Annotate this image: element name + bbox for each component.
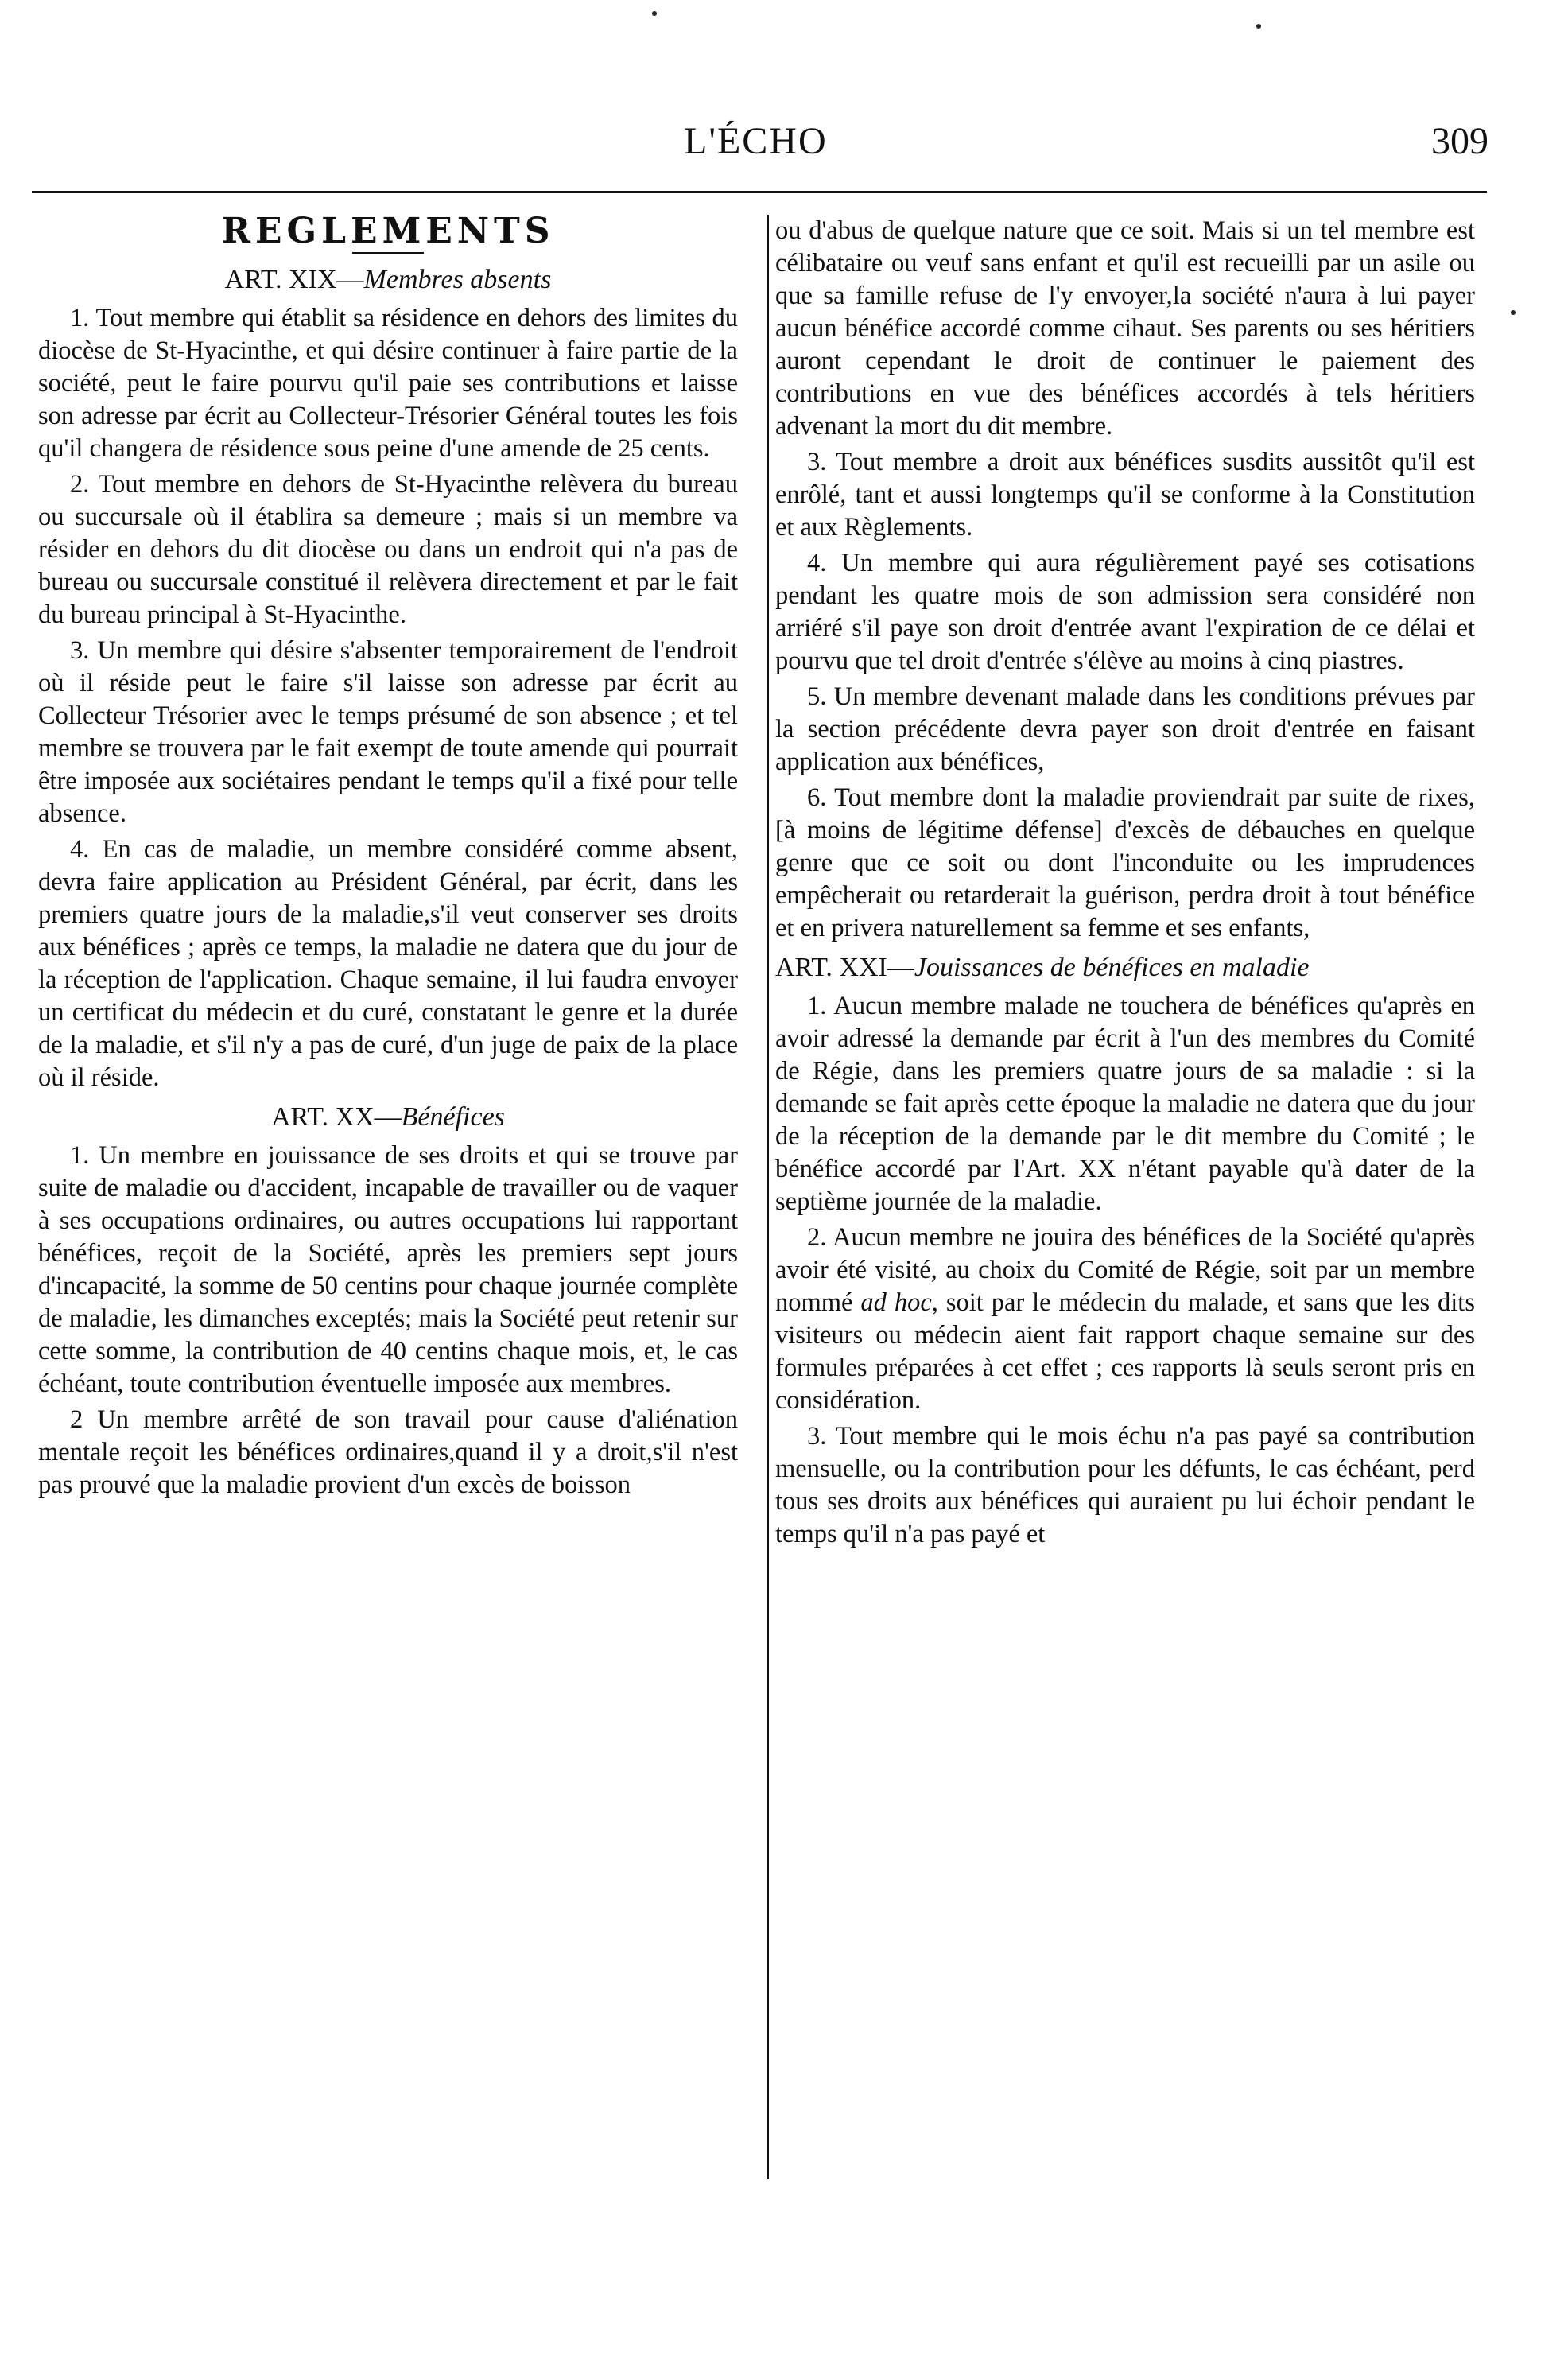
paragraph: 1. Tout membre qui établit sa résidence en dehors des limites du diocèse de St-Hyacinthe, et qui désire continuer à faire partie de la société, peut le faire pourvu qu'il paie ses contributions et laisse son adresse par écrit au Collecteur-Trésorier Général toutes les fois qu'il changera de résidence sous peine d'une amende de 25 cents. xyxy=(38,304,738,463)
section-title: REGLEMENTS xyxy=(221,211,555,251)
page-number: 309 xyxy=(1431,120,1488,162)
article-label: ART. XX— xyxy=(271,1102,402,1132)
title-rule xyxy=(352,252,424,254)
print-speck xyxy=(1511,310,1516,315)
paragraph-text: 2. Aucun membre ne jouira des bénéfices de la Société qu'après avoir été visité, au choix du Comité de Régie, soit par un membre nommé xyxy=(775,1223,1475,1317)
article-subtitle: Bénéfices xyxy=(401,1102,505,1132)
print-speck xyxy=(652,11,657,16)
paragraph xyxy=(775,1222,1475,1417)
paragraph: 6. Tout membre dont la maladie proviendrait par suite de rixes, [à moins de légitime défense] d'excès de débauches en quelque genre que ce soit ou dont l'inconduite ou les imprudences empêcherait ou retarderait la guérison, perdra droit à tout bénéfice et en privera naturellement sa femme et ses enfants, xyxy=(775,783,1475,942)
article-heading-xxi xyxy=(775,951,1475,984)
article-subtitle: Jouissances de bénéfices en maladie xyxy=(914,953,1310,982)
latin-term: ad hoc xyxy=(860,1288,932,1317)
paragraph-text: , soit par le médecin du malade, et sans que les dits visiteurs ou médecin aient fait rapport chaque semaine sur des formules préparées à cet effet ; ces rapports là seuls seront pris en considération. xyxy=(775,1288,1475,1415)
paragraph: 4. En cas de maladie, un membre considéré comme absent, devra faire application au Président Général, par écrit, dans les premiers quatre jours de la maladie,s'il veut conserver ses droits aux bénéfices ; après ce temps, la maladie ne datera que du jour de la réception de l'application. Chaque semaine, il lui faudra envoyer un certificat du médecin et du curé, constatant le genre et la durée de la maladie, et s'il n'y a pas de curé, d'un juge de paix de la place où il réside. xyxy=(38,835,738,1092)
paragraph: 2 Un membre arrêté de son travail pour cause d'aliénation mentale reçoit les bénéfices ordinaires,quand il y a droit,s'il n'est pas prouvé que la maladie provient d'un excès de boisson xyxy=(38,1405,738,1499)
paragraph: 3. Tout membre a droit aux bénéfices susdits aussitôt qu'il est enrôlé, tant et aussi longtemps qu'il se conforme à la Constitution et aux Règlements. xyxy=(775,448,1475,542)
paragraph: 4. Un membre qui aura régulièrement payé ses cotisations pendant les quatre mois de son admission sera considéré non arriéré s'il paye son droit d'entrée avant l'expiration de ce délai et pourvu que tel droit d'entrée s'élève au moins à cinq piastres. xyxy=(775,549,1475,675)
article-subtitle: Membres absents xyxy=(363,265,552,294)
article-heading-xix xyxy=(38,263,738,296)
right-column xyxy=(775,215,1475,1554)
paragraph: 2. Tout membre en dehors de St-Hyacinthe relèvera du bureau ou succursale où il établira sa demeure ; mais si un membre va résider en dehors du dit diocèse ou dans un endroit qui n'a pas de bureau ou succursale constitué il relèvera directement et par le fait du bureau principal à St-Hyacinthe. xyxy=(38,470,738,629)
header-rule xyxy=(32,191,1487,193)
paragraph-continued: ou d'abus de quelque nature que ce soit. Mais si un tel membre est célibataire ou veuf sans enfant et qu'il est recueilli par un asile ou que sa famille refuse de l'y envoyer,la société n'aura à lui payer aucun bénéfice accordé comme cihaut. Ses parents ou ses héritiers auront cependant le droit de continuer le paiement des contributions en vue des bénéfices accordés à tels héritiers advenant la mort du dit membre. xyxy=(775,216,1475,441)
running-title: L'ÉCHO xyxy=(684,120,828,162)
paragraph: 1. Un membre en jouissance de ses droits et qui se trouve par suite de maladie ou d'accident, incapable de travailler ou de vaquer à ses occupations ordinaires, ou autres occupations lui rapportant bénéfices, reçoit de la Société, après les premiers sept jours d'incapacité, la somme de 50 centins pour chaque journée complète de maladie, les dimanches exceptés; mais la Société peut retenir sur cette somme, la contribution de 40 centins chaque mois, et, le cas échéant, toute contribution éventuelle imposée aux membres. xyxy=(38,1141,738,1398)
print-speck xyxy=(1256,24,1261,29)
article-label: ART. XIX— xyxy=(224,265,364,294)
article-heading-xx xyxy=(38,1101,738,1133)
left-column xyxy=(38,211,738,1505)
paragraph: 5. Un membre devenant malade dans les conditions prévues par la section précédente devra payer son droit d'entrée en faisant application aux bénéfices, xyxy=(775,682,1475,776)
column-divider xyxy=(767,215,769,2179)
page-header xyxy=(32,111,1488,175)
paragraph: 3. Un membre qui désire s'absenter temporairement de l'endroit où il réside peut le faire s'il laisse son adresse par écrit au Collecteur Trésorier avec le temps présumé de son absence ; et tel membre se trouvera par le fait exempt de toute amende qui pourrait être imposée aux sociétaires pendant le temps qu'il a fixé pour telle absence. xyxy=(38,636,738,828)
paragraph: 3. Tout membre qui le mois échu n'a pas payé sa contribution mensuelle, ou la contribution pour les défunts, le cas échéant, perd tous ses droits aux bénéfices qui auraient pu lui échoir pendant le temps qu'il n'a pas payé et xyxy=(775,1422,1475,1548)
paragraph: 1. Aucun membre malade ne touchera de bénéfices qu'après en avoir adressé la demande par écrit à l'un des membres du Comité de Régie, dans les premiers quatre jours de sa maladie : si la demande se fait après cette époque la maladie ne datera que du jour de la réception de la demande par le dit membre du Comité ; le bénéfice accordé par l'Art. XX n'étant payable qu'à dater de la septième journée de la maladie. xyxy=(775,992,1475,1216)
article-label: ART. XXI— xyxy=(775,953,914,982)
